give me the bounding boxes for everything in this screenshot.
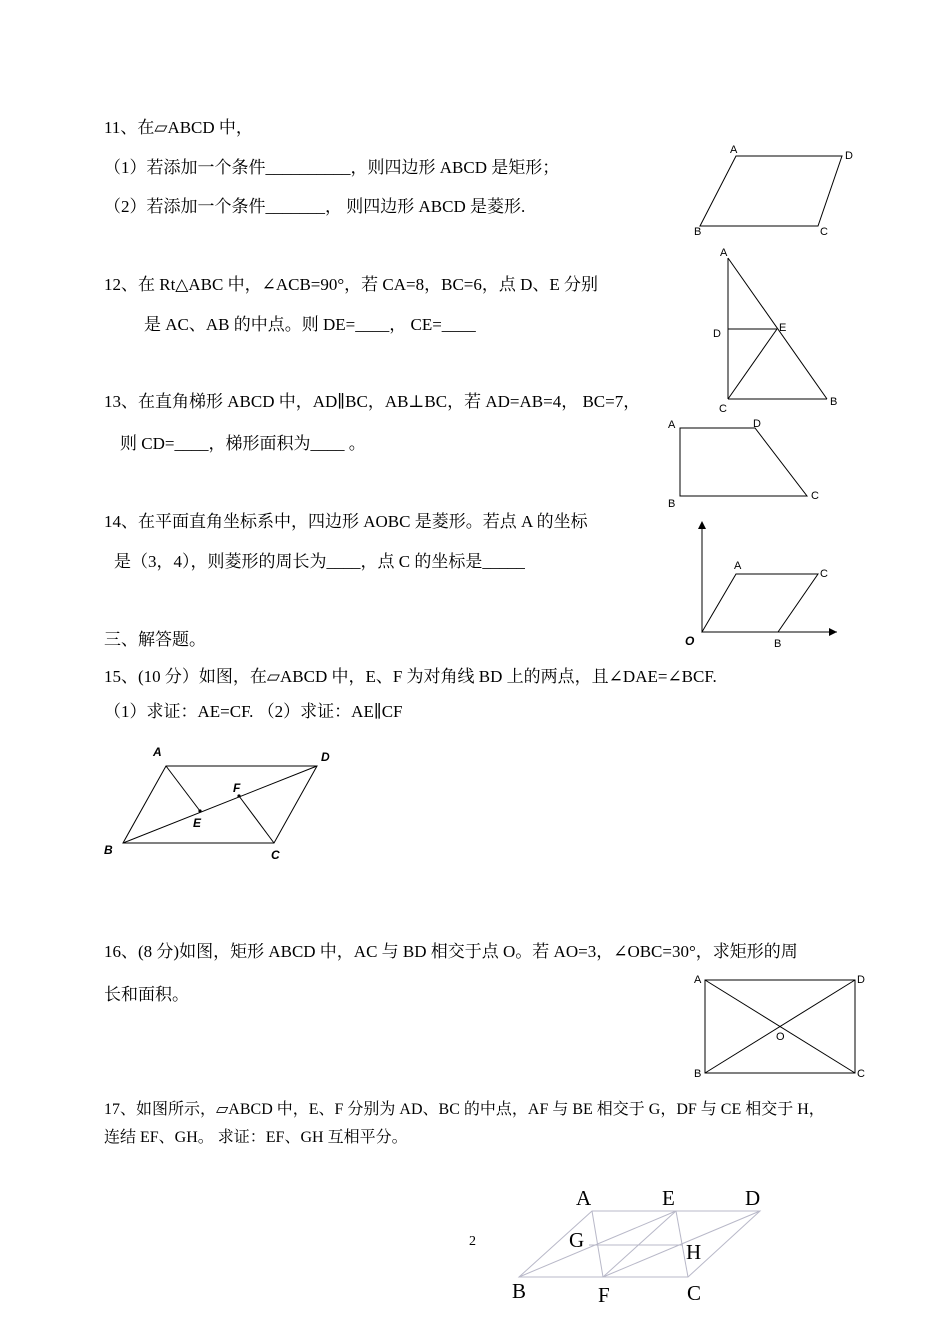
q12-title: 12、在 Rt△ABC 中，∠ACB=90°，若 CA=8，BC=6，点 D、E 分别 (104, 275, 599, 294)
section-3-heading: 三、解答题。 (104, 630, 206, 649)
q15-title: 15、(10 分）如图，在▱ABCD 中，E、F 为对角线 BD 上的两点，且∠DAE=∠BCF. (104, 667, 717, 686)
page-number: 2 (469, 1234, 476, 1249)
label-d: D (845, 150, 853, 162)
label-c: C (719, 403, 727, 415)
label-f: F (598, 1283, 610, 1307)
label-a: A (734, 560, 742, 572)
label-c: C (857, 1068, 865, 1080)
q16-cont: 长和面积。 (104, 985, 189, 1004)
label-c: C (687, 1281, 702, 1305)
q13-cont: 则 CD=____，梯形面积为____ 。 (120, 434, 366, 453)
q16-title: 16、(8 分)如图，矩形 ABCD 中，AC 与 BD 相交于点 O。若 AO=3，∠OBC=30°，求矩形的周 (104, 942, 798, 961)
label-c: C (271, 848, 280, 862)
label-a: A (668, 419, 676, 431)
q14-title: 14、在平面直角坐标系中，四边形 AOBC 是菱形。若点 A 的坐标 (104, 512, 588, 531)
figure-q15-parallelogram (100, 740, 350, 870)
label-b: B (104, 843, 113, 857)
label-c: C (820, 568, 828, 580)
figure-q16-rectangle (690, 968, 870, 1083)
figure-q17-parallelogram (505, 1180, 785, 1342)
label-f: F (233, 781, 241, 795)
label-a: A (720, 247, 728, 259)
label-b: B (694, 226, 702, 238)
label-b: B (512, 1279, 527, 1303)
label-d: D (713, 328, 721, 340)
label-e: E (779, 322, 787, 334)
figure-q11-parallelogram (690, 140, 870, 240)
q11-part1: （1）若添加一个条件__________，则四边形 ABCD 是矩形； (104, 158, 560, 177)
label-h: H (686, 1240, 702, 1264)
q17-cont: 连结 EF、GH。 求证：EF、GH 互相平分。 (104, 1129, 408, 1146)
label-a: A (153, 745, 162, 759)
q11-title: 11、在▱ABCD 中， (104, 118, 253, 137)
label-d: D (321, 750, 330, 764)
q11-part2: （2）若添加一个条件_______， 则四边形 ABCD 是菱形. (104, 197, 526, 216)
figure-q12-right-triangle (705, 242, 855, 417)
label-a: A (694, 974, 702, 986)
label-g: G (569, 1228, 585, 1252)
label-b: B (668, 498, 676, 510)
label-b: B (830, 396, 838, 408)
label-c: C (811, 490, 819, 502)
label-e: E (662, 1186, 675, 1210)
label-a: A (730, 144, 738, 156)
label-o: O (776, 1031, 785, 1043)
figure-q14-rhombus-axes (675, 515, 850, 655)
label-e: E (193, 816, 202, 830)
label-b: B (694, 1068, 702, 1080)
q13-title: 13、在直角梯形 ABCD 中，AD∥BC，AB⊥BC，若 AD=AB=4， BC=7， (104, 392, 641, 411)
label-d: D (745, 1186, 761, 1210)
q17-title: 17、如图所示，▱ABCD 中，E、F 分别为 AD、BC 的中点，AF 与 BE 相交于 G，DF 与 CE 相交于 H， (104, 1101, 825, 1118)
label-d: D (753, 418, 761, 430)
q14-cont: 是（3，4），则菱形的周长为____，点 C 的坐标是_____ (114, 552, 525, 571)
label-a: A (576, 1186, 592, 1210)
q15-cont: （1）求证：AE=CF. （2）求证：AE∥CF (104, 702, 403, 721)
label-o: O (685, 634, 695, 648)
label-b: B (774, 638, 782, 650)
q12-cont: 是 AC、AB 的中点。则 DE=____， CE=____ (144, 315, 476, 334)
figure-q13-trapezoid (662, 412, 832, 512)
label-d: D (857, 974, 865, 986)
label-c: C (820, 226, 828, 238)
